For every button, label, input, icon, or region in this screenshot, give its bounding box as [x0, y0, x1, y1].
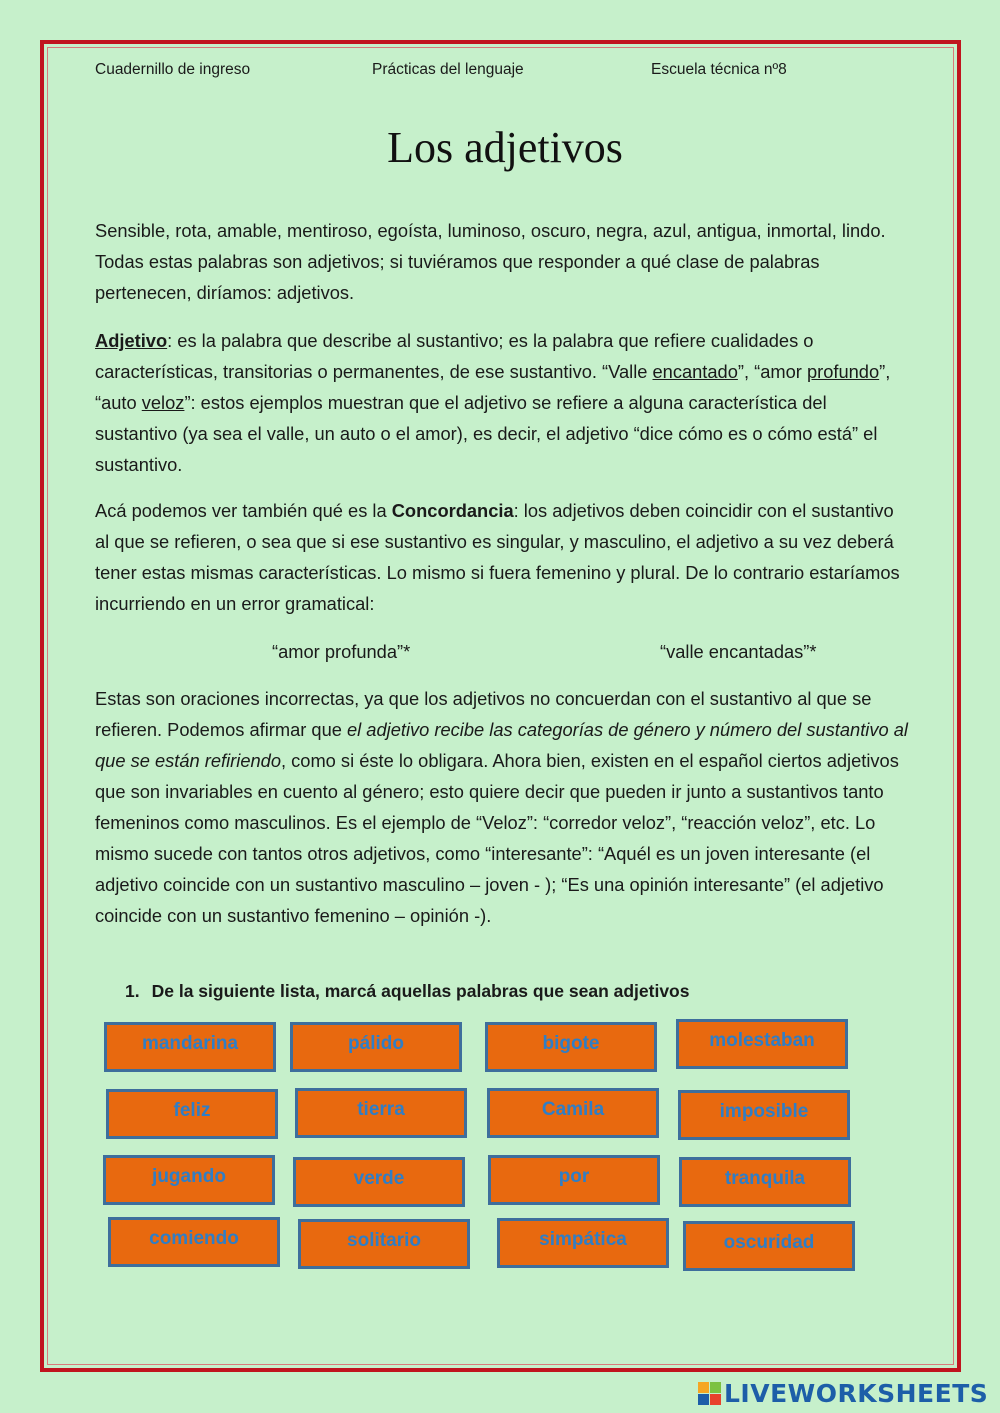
word-option-label: por	[558, 1166, 590, 1187]
explanation-text-1: Estas son oraciones incorrectas, ya que los adjetivos no concuerdan con el sustantivo al que se refieren. Podemos afirmar que	[95, 688, 872, 740]
word-option[interactable]	[293, 1157, 465, 1207]
word-option[interactable]	[683, 1221, 855, 1271]
word-option-label: comiendo	[149, 1228, 239, 1249]
word-option[interactable]	[104, 1022, 276, 1072]
example-word-profundo: profundo	[806, 361, 880, 382]
word-option-label: mandarina	[141, 1033, 239, 1054]
definition-text-3: ”, “auto	[95, 361, 891, 413]
concordance-text-2: : los adjetivos deben coincidir con el sustantivo al que se refieren, o sea que si ese sustantivo es singular, y masculino, el adjetivo a su vez deberá tener estas mismas características. Lo mismo si fuera femenino y plural. De lo contrario estaríamos incurriendo en un error gramatical:	[95, 500, 900, 614]
word-option[interactable]	[106, 1089, 278, 1139]
task-instruction	[125, 981, 689, 1002]
word-option[interactable]	[678, 1090, 850, 1140]
concordance-paragraph	[95, 495, 910, 619]
word-option[interactable]	[290, 1022, 462, 1072]
word-option-label: verde	[353, 1168, 405, 1189]
explanation-text-2: , como si éste lo obligara. Ahora bien, existen en el español ciertos adjetivos que son invariables en cuento al género; esto quiere decir que pueden ir junto a sustantivos tanto femeninos como masculinos. Es el ejemplo de “Veloz”: “corredor veloz”, “reacción veloz”, etc. Lo mismo sucede con tantos otros adjetivos, como “interesante”: “Aquél es un joven interesante (el adjetivo coincide con un sustantivo masculino – joven - ); “Es una opinión interesante” (el adjetivo coincide con un sustantivo femenino – opinión -).	[95, 750, 899, 926]
header-subject: Prácticas del lenguaje	[372, 61, 524, 78]
example-word-veloz: veloz	[141, 392, 185, 413]
term-concordancia: Concordancia	[391, 500, 514, 521]
example-word-encantado: encantado	[652, 361, 738, 382]
word-option-label: molestaban	[709, 1030, 815, 1051]
concordance-text-1: Acá podemos ver también qué es la	[95, 500, 392, 521]
word-option[interactable]	[679, 1157, 851, 1207]
logo-mark-icon	[698, 1382, 721, 1405]
incorrect-example-right: “valle encantadas”*	[660, 641, 817, 662]
task-text: De la siguiente lista, marcá aquellas palabras que sean adjetivos	[151, 981, 690, 1001]
word-option[interactable]	[497, 1218, 669, 1268]
word-option[interactable]	[485, 1022, 657, 1072]
word-option-label: pálido	[348, 1033, 404, 1054]
word-option-label: Camila	[541, 1099, 605, 1120]
word-option[interactable]	[298, 1219, 470, 1269]
word-option-label: simpática	[539, 1229, 627, 1250]
definition-text-1: : es la palabra que describe al sustantivo; es la palabra que refiere cualidades o características, transitorias o permanentes, de ese sustantivo. “Valle	[95, 330, 814, 382]
word-option-label: solitario	[347, 1230, 421, 1251]
intro-paragraph: Sensible, rota, amable, mentiroso, egoísta, luminoso, oscuro, negra, azul, antigua, inmortal, lindo. Todas estas palabras son adjetivos; si tuviéramos que responder a qué clase de palabras pertenecen, diríamos: adjetivos.	[95, 220, 886, 303]
header-school: Escuela técnica nº8	[651, 61, 787, 78]
word-option[interactable]	[295, 1088, 467, 1138]
explanation-paragraph	[95, 683, 910, 931]
explanation-italic-rule: el adjetivo recibe las categorías de género y número del sustantivo al que se están refiriendo	[95, 719, 908, 771]
word-option[interactable]	[488, 1155, 660, 1205]
word-option-label: imposible	[719, 1101, 809, 1122]
header-course: Cuadernillo de ingreso	[95, 61, 251, 78]
logo-text: LIVEWORKSHEETS	[724, 1378, 989, 1408]
word-option[interactable]	[487, 1088, 659, 1138]
definition-paragraph	[95, 325, 910, 480]
word-option-label: bigote	[542, 1033, 600, 1054]
word-option[interactable]	[108, 1217, 280, 1267]
page-title: Los adjetivos	[387, 123, 623, 172]
term-adjetivo: Adjetivo	[95, 330, 168, 351]
definition-text-4: ”: estos ejemplos muestran que el adjetivo se refiere a alguna característica del sustantivo (ya sea el valle, un auto o el amor), es decir, el adjetivo “dice cómo es o cómo está” el sustantivo.	[95, 392, 878, 475]
word-option-label: oscuridad	[723, 1232, 815, 1253]
word-option[interactable]	[103, 1155, 275, 1205]
word-option-label: tierra	[357, 1099, 405, 1120]
word-option-label: jugando	[152, 1166, 226, 1187]
incorrect-example-left: “amor profunda”*	[272, 641, 411, 662]
definition-text-2: ”, “amor	[737, 361, 807, 382]
word-option-label: feliz	[173, 1100, 211, 1121]
liveworksheets-logo	[698, 1378, 988, 1408]
word-option[interactable]	[676, 1019, 848, 1069]
task-number: 1.	[125, 981, 140, 1001]
word-option-label: tranquila	[724, 1168, 806, 1189]
